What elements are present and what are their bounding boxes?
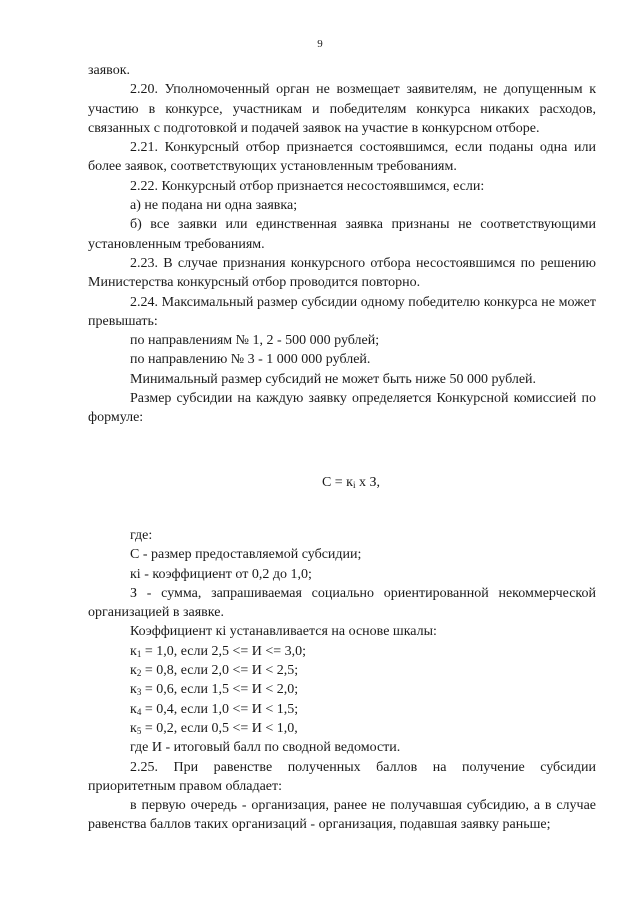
coefficient-rule: = 0,6, если 1,5 <= И < 2,0; [141,682,299,698]
where-label: где: [130,527,153,543]
paragraph-2-21: 2.21. Конкурсный отбор признается состоявшимся, если поданы одна или более заявок, соответствующих установленным требованиям. [88,140,596,175]
paragraph-2-23: 2.23. В случае признания конкурсного отбора несостоявшимся по решению Министерства конкурсный отбор проводится повторно. [88,255,596,291]
definition-c: С - размер предоставляемой субсидии; [130,547,362,563]
paragraph-2-25: 2.25. При равенстве полученных баллов на получение субсидии приоритетным правом обладает: [88,759,596,794]
coefficient-index: 2 [136,668,142,679]
coefficient-rule: = 0,8, если 2,0 <= И < 2,5; [141,663,299,679]
paragraph-2-22-a: а) не подана ни одна заявка; [130,198,298,214]
document-body [88,61,596,835]
paragraph-2-24-a: по направлениям № 1, 2 - 500 000 рублей; [130,333,380,349]
paragraph-2-24: 2.24. Максимальный размер субсидии одному победителю конкурса не может превышать: [88,294,596,329]
paragraph-2-24-d: Размер субсидии на каждую заявку определяется Конкурсной комиссией по формуле: [88,391,596,426]
coefficient-index: 1 [136,648,142,659]
page-number: 9 [317,38,323,50]
coefficient-scale-intro: Коэффициент кi устанавливается на основе шкалы: [130,624,437,640]
coefficient-index: 3 [136,687,142,698]
coefficient-symbol: к [130,643,137,659]
paragraph-2-24-b: по направлению № 3 - 1 000 000 рублей. [130,352,371,368]
coefficient-symbol: к [130,682,137,698]
coefficient-row [88,661,596,680]
coefficient-rule: = 0,2, если 0,5 <= И < 1,0, [141,720,298,736]
coefficient-row [88,719,596,738]
coefficient-symbol: к [130,663,137,679]
coefficient-rule: = 0,4, если 1,0 <= И < 1,5; [141,701,299,717]
coefficient-row [88,680,596,699]
paragraph-2-24-c: Минимальный размер субсидий не может быть ниже 50 000 рублей. [130,371,537,387]
coefficient-row [88,642,596,661]
coefficient-symbol: к [130,720,137,736]
formula-rhs: х З, [355,474,381,490]
coefficient-index: 5 [136,725,142,736]
definition-z: З - сумма, запрашиваемая социально ориентированной некоммерческой организацией в заявке. [88,585,596,621]
paragraph-2-20: 2.20. Уполномоченный орган не возмещает заявителям, не допущенным к участию в конкурсе, участникам и победителям конкурса никаких расходов, связанных с подготовкой и подачей заявок на участие в конкурсном отборе. [88,82,596,136]
paragraph-2-25-a: в первую очередь - организация, ранее не получавшая субсидию, а в случае равенства баллов таких организаций - организация, подавшая заявку раньше; [88,798,596,833]
coefficient-row [88,700,596,719]
coefficient-index: 4 [136,706,142,717]
definition-k: кi - коэффициент от 0,2 до 1,0; [130,566,312,582]
coefficient-rule: = 1,0, если 2,5 <= И <= 3,0; [141,643,307,659]
formula-subscript: i [353,479,356,490]
paragraph-2-22-b: б) все заявки или единственная заявка признаны не соответствующими установленным требованиям. [88,217,596,252]
paragraph-continuation: заявок. [88,63,130,78]
definition-i: где И - итоговый балл по сводной ведомости. [130,740,401,756]
coefficient-symbol: к [130,701,137,717]
paragraph-2-22: 2.22. Конкурсный отбор признается несостоявшимся, если: [130,178,485,194]
formula-lhs: С = к [321,474,353,490]
subsidy-formula [88,473,596,492]
